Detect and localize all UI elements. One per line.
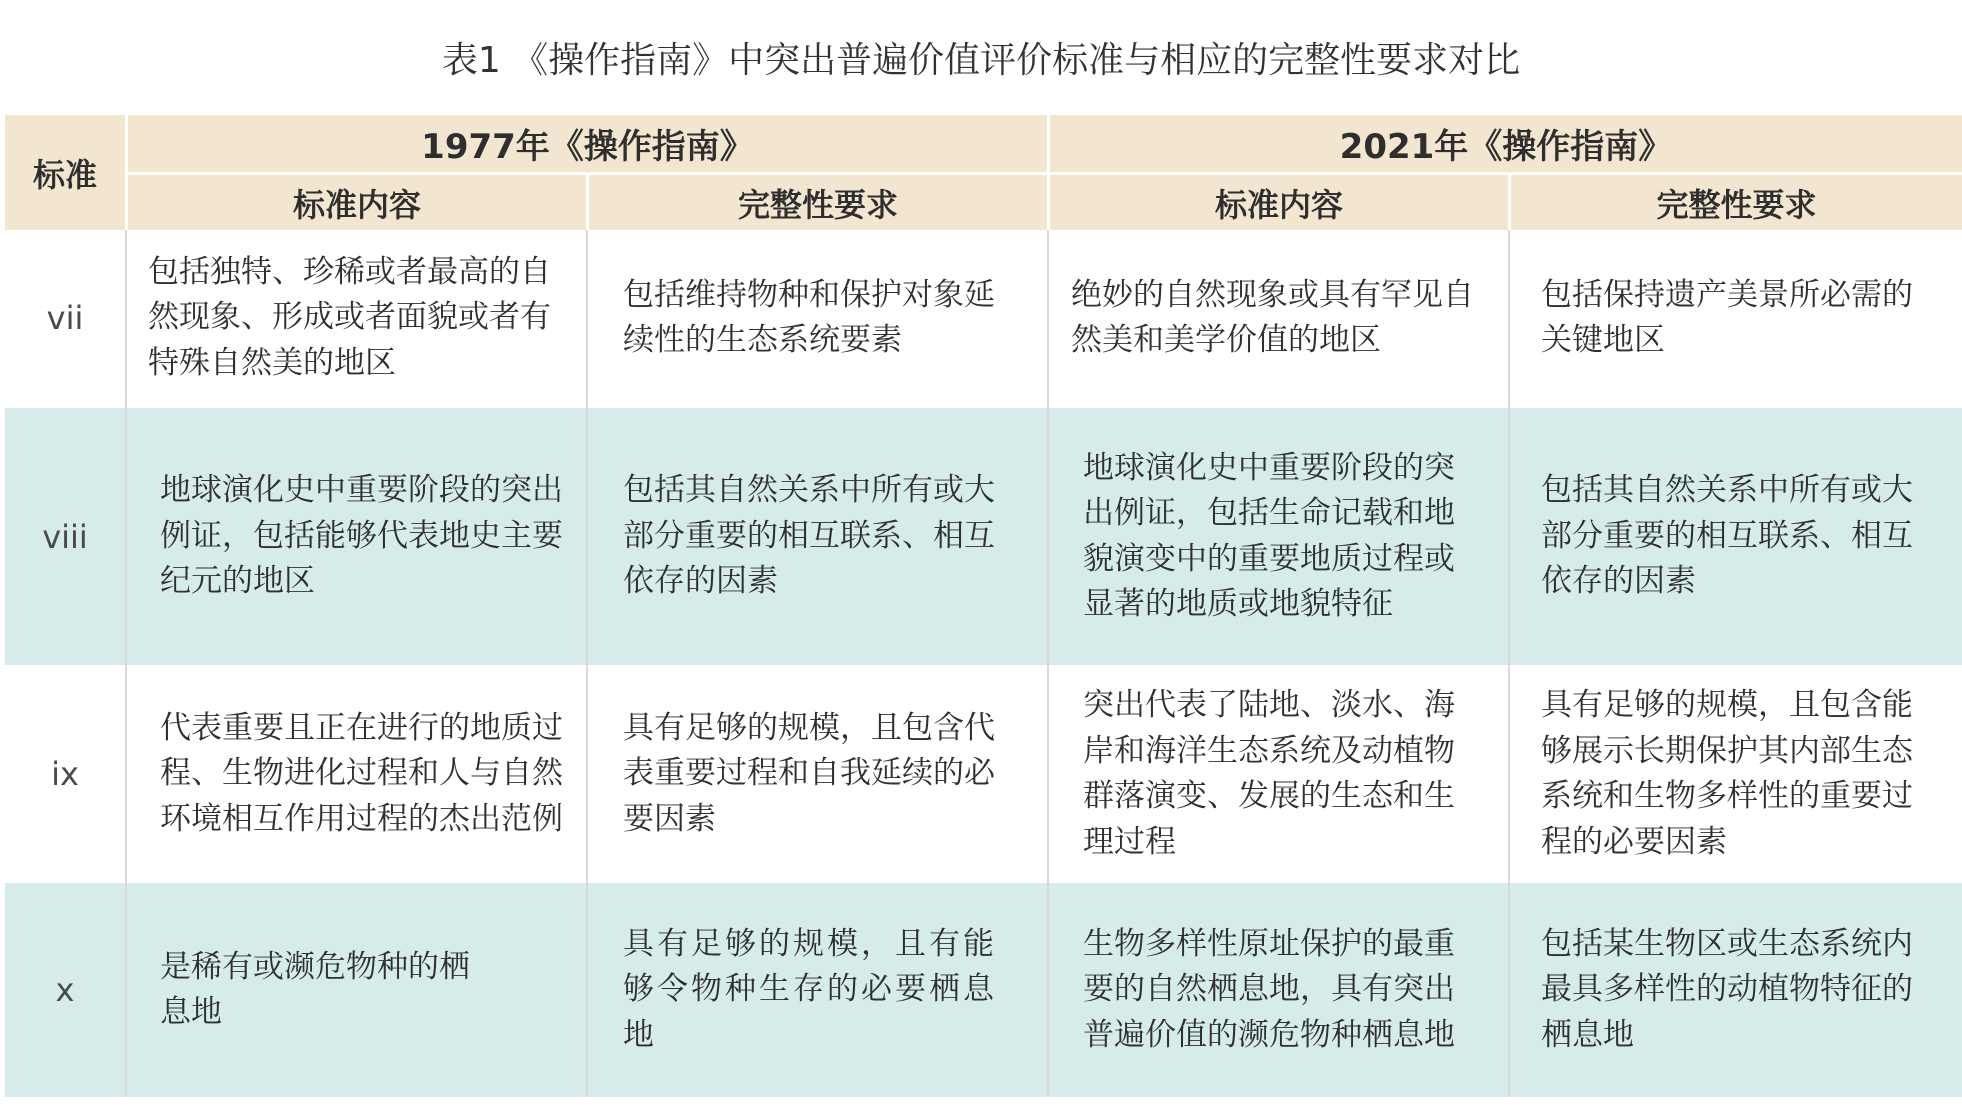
row-ix-2021-content: 突出代表了陆地、淡水、海岸和海洋生态系统及动植物群落演变、发展的生态和生理过程 <box>1083 687 1455 860</box>
row-vii-1977-content: 包括独特、珍稀或者最高的自然现象、形成或者面貌或者有特殊自然美的地区 <box>148 253 551 381</box>
header-1977-content: 标准内容 <box>128 175 586 230</box>
row-ix-1977-content: 代表重要且正在进行的地质过程、生物进化过程和人与自然环境相互作用过程的杰出范例 <box>160 709 563 837</box>
row-viii-2021-content: 地球演化史中重要阶段的突出例证，包括生命记载和地貌演变中的重要地质过程或显著的地质或地貌特征 <box>1083 449 1455 622</box>
header-2021-integrity: 完整性要求 <box>1511 175 1962 230</box>
row-vii-2021-content: 绝妙的自然现象或具有罕见自然美和美学价值的地区 <box>1071 276 1474 358</box>
column-divider <box>125 230 127 1097</box>
header-2021-content: 标准内容 <box>1050 175 1508 230</box>
row-x-2021-integrity: 包括某生物区或生态系统内最具多样性的动植物特征的栖息地 <box>1541 925 1913 1053</box>
header-2021-group: 2021年《操作指南》 <box>1050 115 1962 172</box>
header-divider <box>128 172 1962 175</box>
row-ix-2021-integrity: 具有足够的规模，且包含能够展示长期保护其内部生态系统和生物多样性的重要过程的必要因素 <box>1541 687 1913 860</box>
row-standard-vii: vii <box>46 299 84 337</box>
row-viii-2021-integrity: 包括其自然关系中所有或大部分重要的相互联系、相互依存的因素 <box>1541 472 1913 600</box>
header-1977-group: 1977年《操作指南》 <box>128 115 1047 172</box>
column-divider <box>1047 230 1049 1097</box>
row-viii-1977-integrity: 包括其自然关系中所有或大部分重要的相互联系、相互依存的因素 <box>623 472 995 600</box>
row-viii-1977-content: 地球演化史中重要阶段的突出例证，包括能够代表地史主要纪元的地区 <box>160 472 563 600</box>
header-divider <box>1508 175 1511 230</box>
column-divider <box>1508 230 1510 1097</box>
row-x-2021-content: 生物多样性原址保护的最重要的自然栖息地，具有突出普遍价值的濒危物种栖息地 <box>1083 925 1455 1053</box>
header-standard: 标准 <box>5 115 125 230</box>
header-1977-integrity: 完整性要求 <box>589 175 1047 230</box>
header-divider <box>586 175 589 230</box>
row-standard-x: x <box>55 971 75 1009</box>
row-x-1977-content: 是稀有或濒危物种的栖息地 <box>160 948 470 1030</box>
row-standard-ix: ix <box>51 755 79 793</box>
row-vii-2021-integrity: 包括保持遗产美景所必需的关键地区 <box>1541 276 1913 358</box>
column-divider <box>586 230 588 1097</box>
table-title: 表1 《操作指南》中突出普遍价值评价标准与相应的完整性要求对比 <box>441 40 1521 81</box>
comparison-table <box>5 115 1962 1097</box>
row-x-1977-integrity: 具有足够的规模，且有能够令物种生存的必要栖息地 <box>623 925 997 1053</box>
row-ix-1977-integrity: 具有足够的规模，且包含代表重要过程和自我延续的必要因素 <box>623 709 995 837</box>
row-standard-viii: viii <box>42 517 88 556</box>
row-vii-1977-integrity: 包括维持物种和保护对象延续性的生态系统要素 <box>623 276 995 358</box>
